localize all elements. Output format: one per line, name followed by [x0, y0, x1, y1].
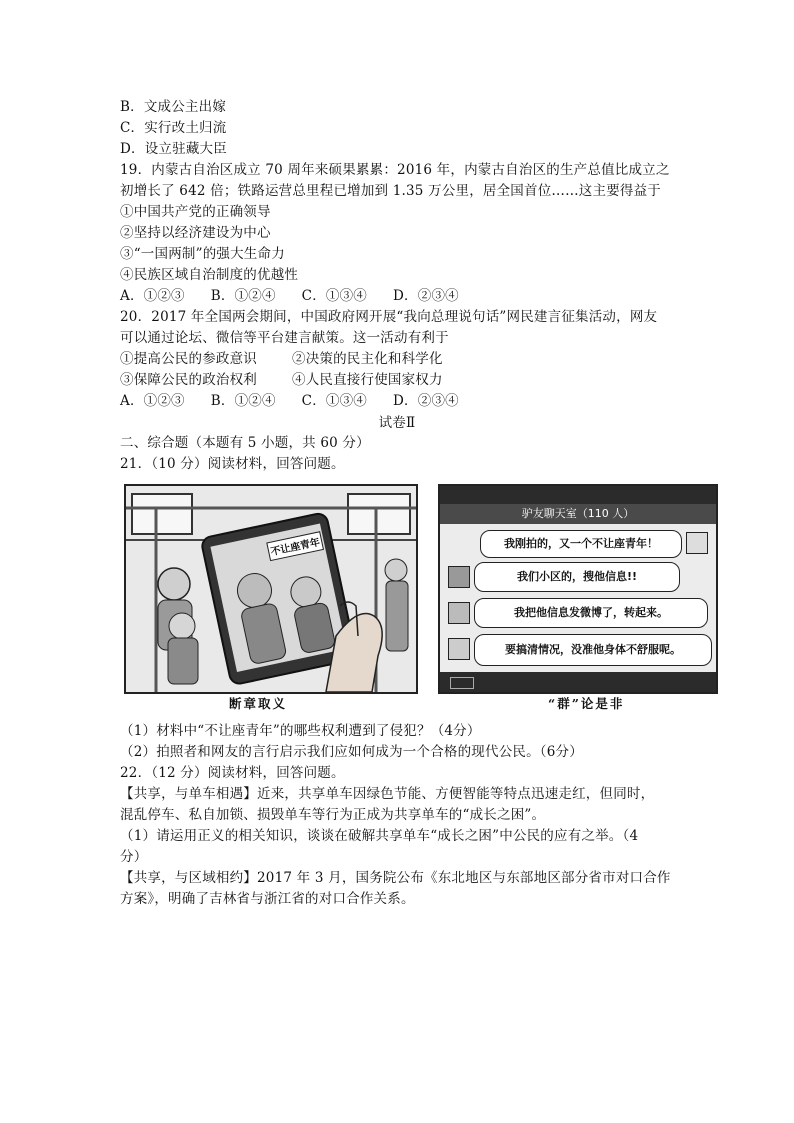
avatar-2: [448, 566, 470, 588]
q20-item-1: ①提高公民的参政意识: [120, 351, 257, 367]
q19-option-a: A．①②③: [120, 288, 185, 304]
q20-option-c: C．①③④: [301, 393, 368, 409]
q20-item-4: ④人民直接行使国家权力: [292, 372, 443, 388]
chat-status-bar: [440, 486, 716, 504]
chat-message-3: 我把他信息发微博了，转起来。: [474, 598, 708, 628]
q20-item-2: ②决策的民主化和科学化: [292, 351, 443, 367]
q22-sub1-line2: 分）: [120, 849, 148, 865]
q21-sub2: （2）拍照者和网友的言行启示我们应如何成为一个合格的现代公民。（6分）: [120, 744, 583, 760]
paper-ii-title: 试卷Ⅱ: [378, 415, 416, 431]
avatar-1: [686, 532, 708, 554]
keyboard-icon: [450, 677, 474, 689]
q20-items-row2: [120, 370, 443, 390]
q21-stem: 21．（10 分）阅读材料，回答问题。: [120, 456, 345, 472]
cartoon-chat-room: [438, 484, 718, 694]
section-heading: 二、综合题（本题有 5 小题，共 60 分）: [120, 435, 370, 451]
q19-item-4: ④民族区域自治制度的优越性: [120, 267, 299, 283]
chat-message-4: 要搞清情况，没准他身体不舒服呢。: [474, 634, 712, 666]
q22-paragraph1-line2: 混乱停车、私自加锁、损毁单车等行为正成为共享单车的“成长之困”。: [120, 807, 546, 823]
q19-option-d: D．②③④: [393, 288, 459, 304]
chat-room-title: 驴友聊天室（110 人）: [440, 504, 716, 524]
avatar-3: [448, 602, 470, 624]
q22-paragraph2-line1: 【共享，与区域相约】2017 年 3 月，国务院公布《东北地区与东部地区部分省市对口合作: [120, 870, 671, 886]
q20-stem-line1: 20．2017 年全国两会期间，中国政府网开展“我向总理说句话”网民建言征集活动，网友: [120, 309, 658, 325]
q18-option-d: D．设立驻藏大臣: [120, 141, 227, 157]
avatar-4: [448, 638, 470, 660]
q20-item-3: ③保障公民的政治权利: [120, 372, 257, 388]
phone-label-text: 不让座青年: [269, 537, 322, 559]
q22-sub1-line1: （1）请运用正义的相关知识，谈谈在破解共享单车“成长之困”中公民的应有之举。（4: [120, 828, 639, 844]
left-cartoon-caption: 断章取义: [229, 696, 288, 711]
q19-option-b: B．①②④: [210, 288, 276, 304]
q19-item-1: ①中国共产党的正确领导: [120, 204, 271, 220]
q19-option-c: C．①③④: [301, 288, 368, 304]
q19-stem-line1: 19．内蒙古自治区成立 70 周年来硕果累累：2016 年，内蒙古自治区的生产总值比成立之: [120, 162, 670, 178]
q20-option-a: A．①②③: [120, 393, 185, 409]
q18-option-b: B．文成公主出嫁: [120, 99, 227, 115]
bus-scene-illustration: [126, 486, 416, 692]
q19-item-3: ③“一国两制”的强大生命力: [120, 246, 285, 262]
q20-option-d: D．②③④: [393, 393, 459, 409]
q19-options: [120, 286, 459, 306]
chat-body: [440, 524, 716, 672]
q20-option-b: B．①②④: [210, 393, 276, 409]
q21-sub1: （1）材料中“不让座青年”的哪些权利遭到了侵犯？（4分）: [120, 723, 481, 739]
right-cartoon-caption: “群”论是非: [548, 696, 625, 711]
chat-input-bar: [440, 672, 716, 692]
chat-message-1: 我刚拍的，又一个不让座青年！: [480, 530, 682, 558]
chat-message-2: 我们小区的，搜他信息!!: [474, 562, 680, 592]
q22-paragraph1-line1: 【共享，与单车相遇】近来，共享单车因绿色节能、方便智能等特点迅速走红，但同时，: [120, 786, 655, 802]
q18-option-c: C．实行改土归流: [120, 120, 227, 136]
q19-stem-line2: 初增长了 642 倍；铁路运营总里程已增加到 1.35 万公里，居全国首位……这主要得益于: [120, 183, 661, 199]
q20-items-row1: [120, 349, 443, 369]
q20-options: [120, 391, 459, 411]
cartoon-bus-photo: [124, 484, 418, 694]
q19-item-2: ②坚持以经济建设为中心: [120, 225, 271, 241]
q22-stem: 22．（12 分）阅读材料，回答问题。: [120, 765, 345, 781]
q22-paragraph2-line2: 方案》，明确了吉林省与浙江省的对口合作关系。: [120, 891, 415, 907]
q20-stem-line2: 可以通过论坛、微信等平台建言献策。这一活动有利于: [120, 330, 449, 346]
